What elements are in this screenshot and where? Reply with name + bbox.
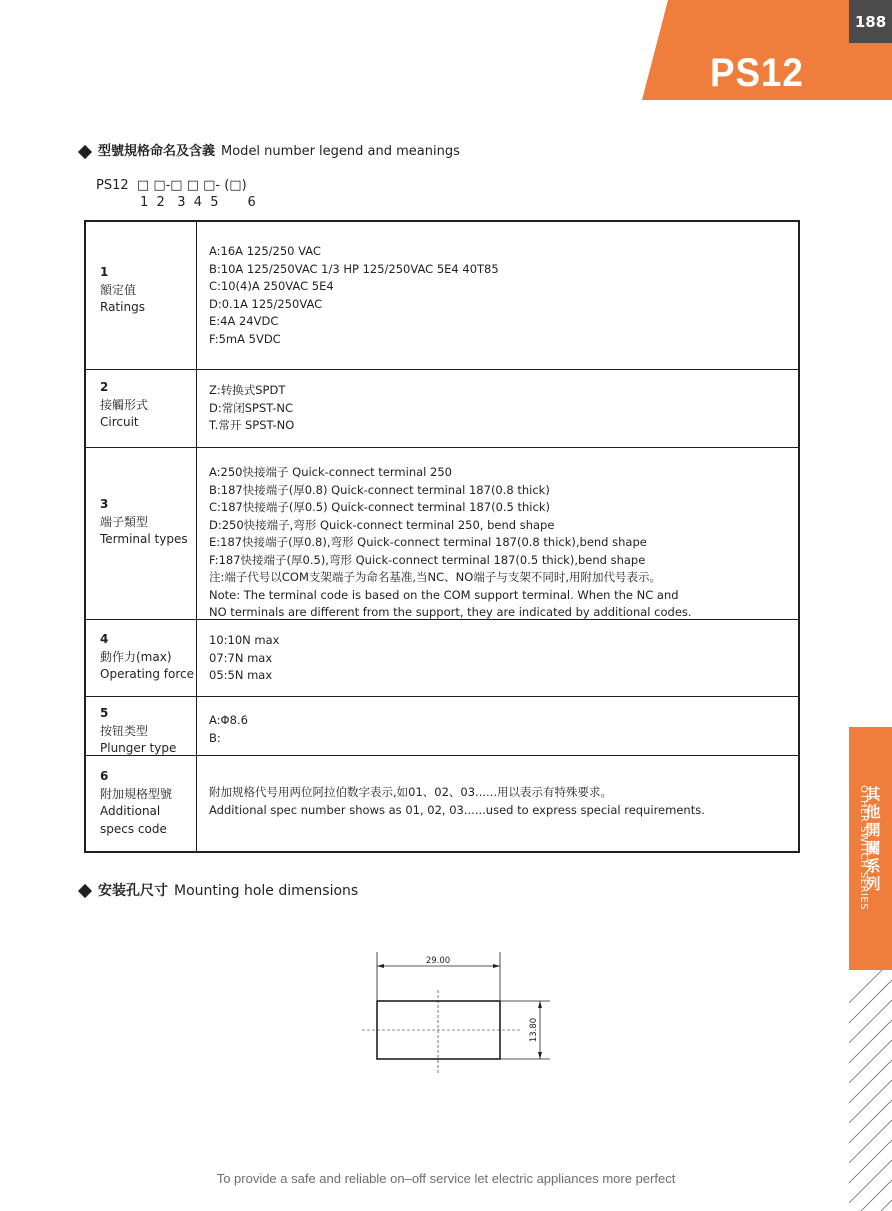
row-label-en: Terminal types <box>100 532 188 546</box>
row-label <box>100 768 172 838</box>
side-tab-char: 他 <box>865 803 881 821</box>
section-mounting-title <box>98 882 358 900</box>
bullet-diamond-icon <box>78 884 92 898</box>
content-line: B: <box>209 730 221 745</box>
side-tab-char: 開 <box>865 821 881 839</box>
model-title: PS12 <box>710 51 804 95</box>
section-legend-title-cn: 型號規格命名及含義 <box>98 144 216 159</box>
content-line: B:187快接端子(厚0.8) Quick-connect terminal 187(0.8 thick) <box>209 482 550 497</box>
section-legend-title <box>98 143 460 161</box>
arrow-up-icon <box>538 1001 542 1008</box>
arrow-right-icon <box>493 964 500 968</box>
content-line: E:187快接端子(厚0.8),弯形 Quick-connect terminal 187(0.8 thick),bend shape <box>209 535 647 549</box>
content-line: Note: The terminal code is based on the COM support terminal. When the NC and <box>209 587 679 602</box>
content-line: T.常开 SPST-NO <box>209 418 295 432</box>
mounting-hole-drawing <box>360 950 560 1080</box>
content-line: D:常闭SPST-NC <box>209 400 294 415</box>
side-tab-char: 列 <box>865 875 881 893</box>
arrow-left-icon <box>377 964 384 968</box>
spec-table <box>84 220 800 853</box>
content-line: A:16A 125/250 VAC <box>209 244 321 258</box>
height-dimension-label: 13.80 <box>529 1017 539 1043</box>
content-line: D:0.1A 125/250VAC <box>209 296 323 311</box>
row-number: 6 <box>100 769 109 783</box>
content-line: Additional spec number shows as 01, 02, 03......used to express special requirements. <box>209 802 705 817</box>
content-line: D:250快接端子,弯形 Quick-connect terminal 250, bend shape <box>209 517 555 532</box>
table-row-terminal-types <box>86 447 798 620</box>
row-label-en: Additional <box>100 804 161 818</box>
row-label <box>100 379 148 432</box>
row-content <box>209 784 705 819</box>
content-line: Z:转换式SPDT <box>209 383 286 397</box>
table-row-additional-specs <box>86 755 798 852</box>
row-number: 4 <box>100 632 109 646</box>
row-label-cn: 動作力(max) <box>100 649 172 664</box>
side-tab-cn <box>862 785 884 893</box>
row-label <box>100 264 145 317</box>
row-label-en-2: specs code <box>100 821 167 836</box>
table-row-operating-force <box>86 619 798 697</box>
row-number: 3 <box>100 497 109 511</box>
side-tab-char: 系 <box>865 857 881 875</box>
row-label-en: Operating force <box>100 667 195 681</box>
page-number: 188 <box>849 0 892 43</box>
row-label-cn: 端子類型 <box>100 514 149 529</box>
row-label-cn: 額定值 <box>100 282 137 297</box>
table-row-ratings <box>86 222 798 369</box>
row-label-cn: 附加規格型號 <box>100 786 173 801</box>
model-code-pattern: PS12 □ □-□ □ □- (□) <box>96 178 247 193</box>
section-mounting-title-cn: 安装孔尺寸 <box>98 883 168 899</box>
row-label-en: Plunger type <box>100 741 177 755</box>
content-line: 05:5N max <box>209 668 273 682</box>
side-tab-char: 其 <box>865 785 881 803</box>
content-line: 注:端子代号以COM支架端子为命名基准,当NC、NO端子与支架不同时,用附加代号表示。 <box>209 570 661 584</box>
width-dimension-label: 29.00 <box>425 956 451 966</box>
content-line: F:187快接端子(厚0.5),弯形 Quick-connect terminal 187(0.5 thick),bend shape <box>209 552 646 567</box>
row-label-cn: 接觸形式 <box>100 397 149 412</box>
section-legend-title-en: Model number legend and meanings <box>221 144 460 159</box>
footer-tagline: To provide a safe and reliable on–off service let electric appliances more perfect <box>216 1171 676 1186</box>
table-row-plunger-type <box>86 696 798 756</box>
row-label-en: Circuit <box>100 415 139 429</box>
side-tab-char: 關 <box>865 839 881 857</box>
content-line: B:10A 125/250VAC 1/3 HP 125/250VAC 5E4 40T85 <box>209 261 499 276</box>
content-line: F:5mA 5VDC <box>209 331 281 346</box>
arrow-down-icon <box>538 1052 542 1059</box>
content-line: 07:7N max <box>209 650 273 665</box>
row-content <box>209 632 279 685</box>
section-mounting-title-en: Mounting hole dimensions <box>174 883 359 899</box>
row-label <box>100 496 188 549</box>
content-line: C:187快接端子(厚0.5) Quick-connect terminal 187(0.5 thick) <box>209 500 550 514</box>
content-line: 10:10N max <box>209 633 280 647</box>
row-content <box>209 382 294 435</box>
content-line: C:10(4)A 250VAC 5E4 <box>209 279 334 293</box>
row-number: 2 <box>100 380 109 394</box>
row-label-en: Ratings <box>100 300 145 314</box>
row-number: 5 <box>100 706 109 720</box>
side-tab-en: OTHER SWITCH SERIES <box>858 785 869 911</box>
model-code-positions: 1 2 3 4 5 6 <box>140 195 256 210</box>
row-content <box>209 712 248 747</box>
row-content <box>209 464 692 622</box>
bullet-diamond-icon <box>78 145 92 159</box>
content-line: A:250快接端子 Quick-connect terminal 250 <box>209 465 452 479</box>
content-line: E:4A 24VDC <box>209 314 279 328</box>
content-line: NO terminals are different from the support, they are indicated by additional codes. <box>209 605 692 619</box>
row-label <box>100 631 194 684</box>
row-label-cn: 按钮类型 <box>100 723 149 738</box>
content-line: 附加规格代号用两位阿拉伯数字表示,如01、02、03......用以表示有特殊要求。 <box>209 785 612 799</box>
row-content <box>209 243 499 348</box>
row-number: 1 <box>100 265 109 279</box>
content-line: A:Φ8.6 <box>209 713 248 727</box>
table-row-circuit <box>86 369 798 448</box>
row-label <box>100 705 176 758</box>
